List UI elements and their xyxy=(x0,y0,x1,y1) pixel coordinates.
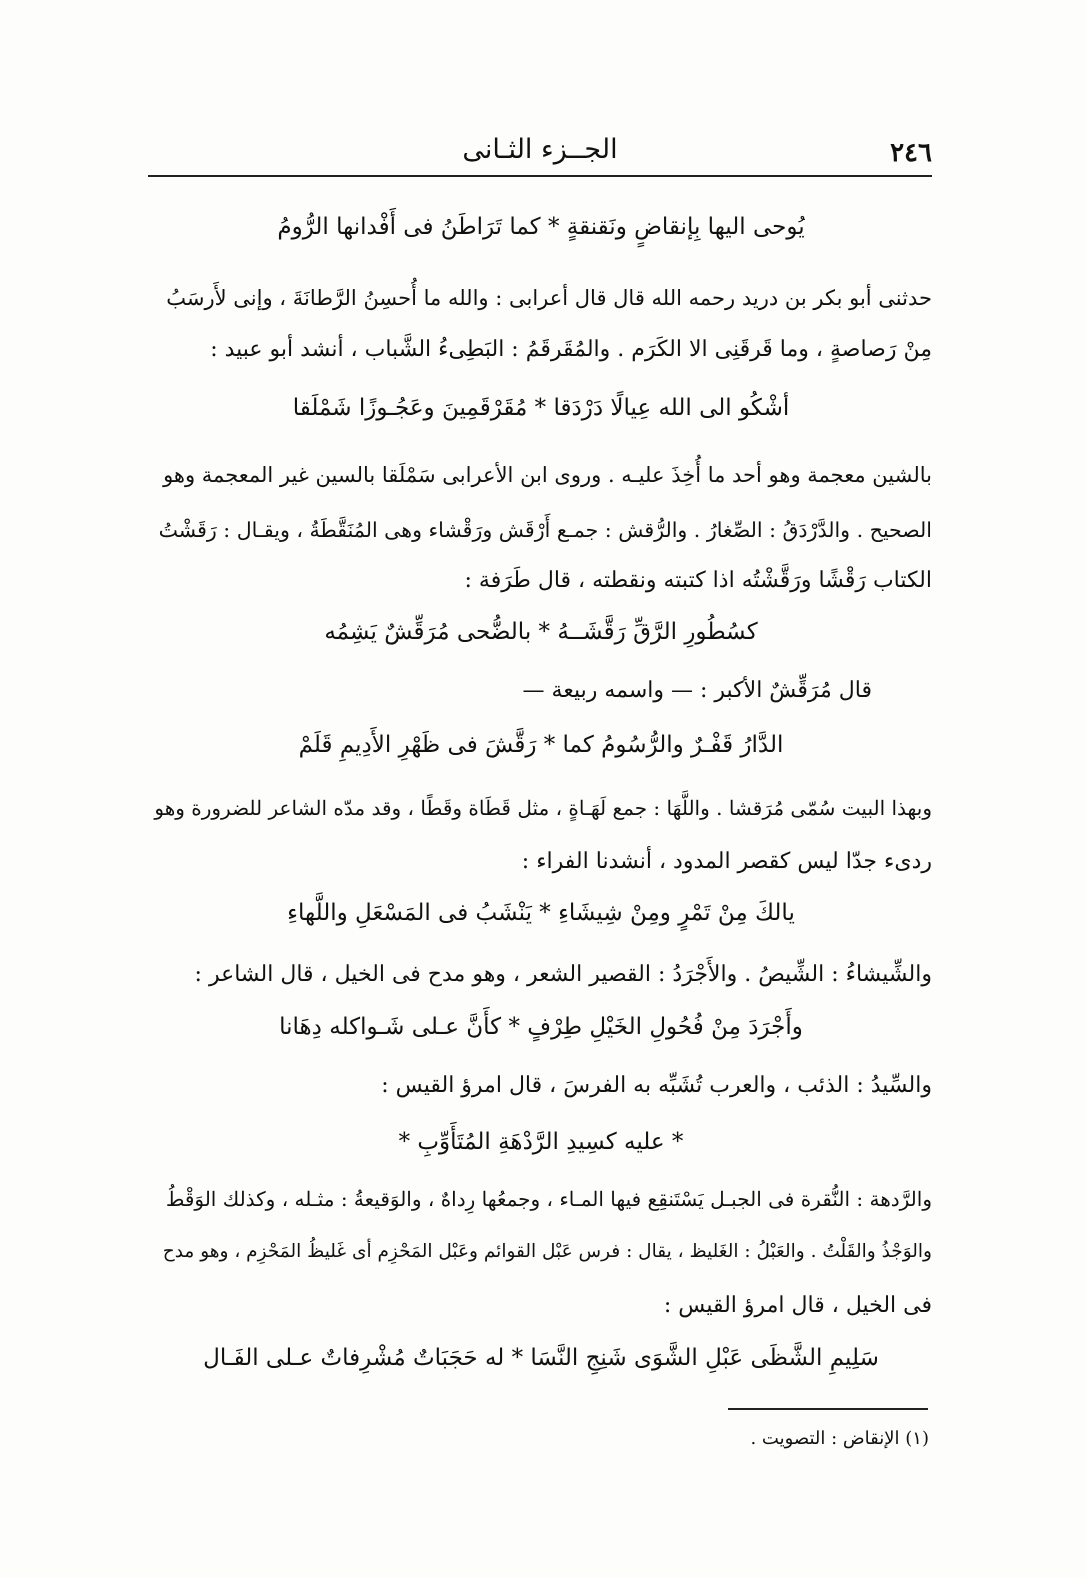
header-rule xyxy=(148,175,932,177)
verse-line: الدَّارُ قَفْـرٌ والرُّسُومُ كما * رَقَّشَ فى ظَهْرِ الأَدِيمِ قَلَمْ xyxy=(298,732,784,758)
prose-line: بالشين معجمة وهو أحد ما أُخِذَ عليـه . وروى ابن الأعرابى سَمْلَقا بالسين غير المعجمة وهو xyxy=(163,463,932,487)
page-number: ٢٤٦ xyxy=(890,138,932,168)
running-title: الجــزء الثـانى xyxy=(462,134,618,165)
prose-line: ردىء جدّا ليس كقصر المدود ، أنشدنا الفراء : xyxy=(521,849,932,874)
prose-line: الصحيح . والدَّرْدَقُ : الصِّغارُ . والرُّقش : جمـع أَرْقَش ورَقْشاء وهى المُنَقَّطَةُ ، ويقـال : رَقَشْتُ xyxy=(158,518,932,542)
prose-line: والسِّيدُ : الذئب ، والعرب تُشَبِّه به الفرسَ ، قال امرؤ القيس : xyxy=(381,1073,932,1098)
prose-line: والرَّدهة : النُّقرة فى الجبـل يَسْتَنقِع فيها المـاء ، وجمعُها رِداهٌ ، والوَقيعةُ : مثـله ، وكذلك الوَقْطُ xyxy=(165,1187,932,1211)
prose-line: قال مُرَقِّشٌ الأكبر : — واسمه ربيعة — xyxy=(522,678,872,703)
footnote-rule xyxy=(728,1408,928,1410)
prose-line: فى الخيل ، قال امرؤ القيس : xyxy=(663,1293,932,1318)
page-header xyxy=(148,128,932,174)
verse-line: يُوحى اليها بِإنقاضٍ ونَقنقةٍ * كما تَرَاطَنُ فى أَفْدانها الرُّومُ xyxy=(277,214,805,240)
prose-line: والوَجْذُ والقَلْتُ . والعَبْلُ : الغَليظ ، يقال : فرس عَبْل القوائم وعَبْل المَحْزِم أى غَليظُ المَحْزِم ، وهو مدح xyxy=(162,1241,932,1262)
prose-line: وبهذا البيت سُمّى مُرَقشا . واللَّهَا : جمع لَهَـاةٍ ، مثل قَطَاة وقَطًا ، وقد مدّه الشاعر للضرورة وهو xyxy=(154,796,932,820)
verse-line: وأَجْرَدَ مِنْ فُحُولِ الخَيْلِ طِرْفٍ * كأَنَّ عـلى شَـواكله دِهَانا xyxy=(279,1014,803,1040)
verse-line: يالكَ مِنْ تَمْرٍ ومِنْ شِيشَاءِ * يَنْشَبُ فى المَسْعَلِ واللَّهاءِ xyxy=(287,900,795,926)
footnote: (١) الإنقاض : التصويت . xyxy=(750,1428,929,1449)
prose-line: حدثنى أبو بكر بن دريد رحمه الله قال قال أعرابى : والله ما أُحسِنُ الرَّطانَةَ ، وإنى لأَرسَبُ xyxy=(166,286,932,310)
verse-line: * عليه كسِيدِ الرَّدْهَةِ المُتَأَوِّبِ * xyxy=(398,1129,684,1155)
verse-line: كسُطُورِ الرَّقِّ رَقَّشَــهُ * بالضُّحى مُرَقِّشٌ يَشِمُه xyxy=(324,619,758,645)
verse-line: أشْكُو الى الله عِيالًا دَرْدَقا * مُقَرْقَمِينَ وعَجُـوزًا شَمْلَقا xyxy=(292,395,790,421)
prose-line: الكتاب رَقْشًا ورَقَّشْتُه اذا كتبته ونقطته ، قال طَرَفة : xyxy=(464,568,932,593)
prose-line: والشِّيشاءُ : الشِّيصُ . والأَجْرَدُ : القصير الشعر ، وهو مدح فى الخيل ، قال الشاعر : xyxy=(194,962,932,987)
prose-line: مِنْ رَصاصةٍ ، وما قَرقَنِى الا الكَرَم . والمُقَرقَمُ : البَطِىءُ الشَّباب ، أنشد أبو عبيد : xyxy=(210,337,932,362)
verse-line: سَلِيمِ الشَّظَى عَبْلِ الشَّوَى شَنِجِ النَّسَا * له حَجَبَاتٌ مُشْرِفاتٌ عـلى الفَـال xyxy=(203,1345,879,1371)
